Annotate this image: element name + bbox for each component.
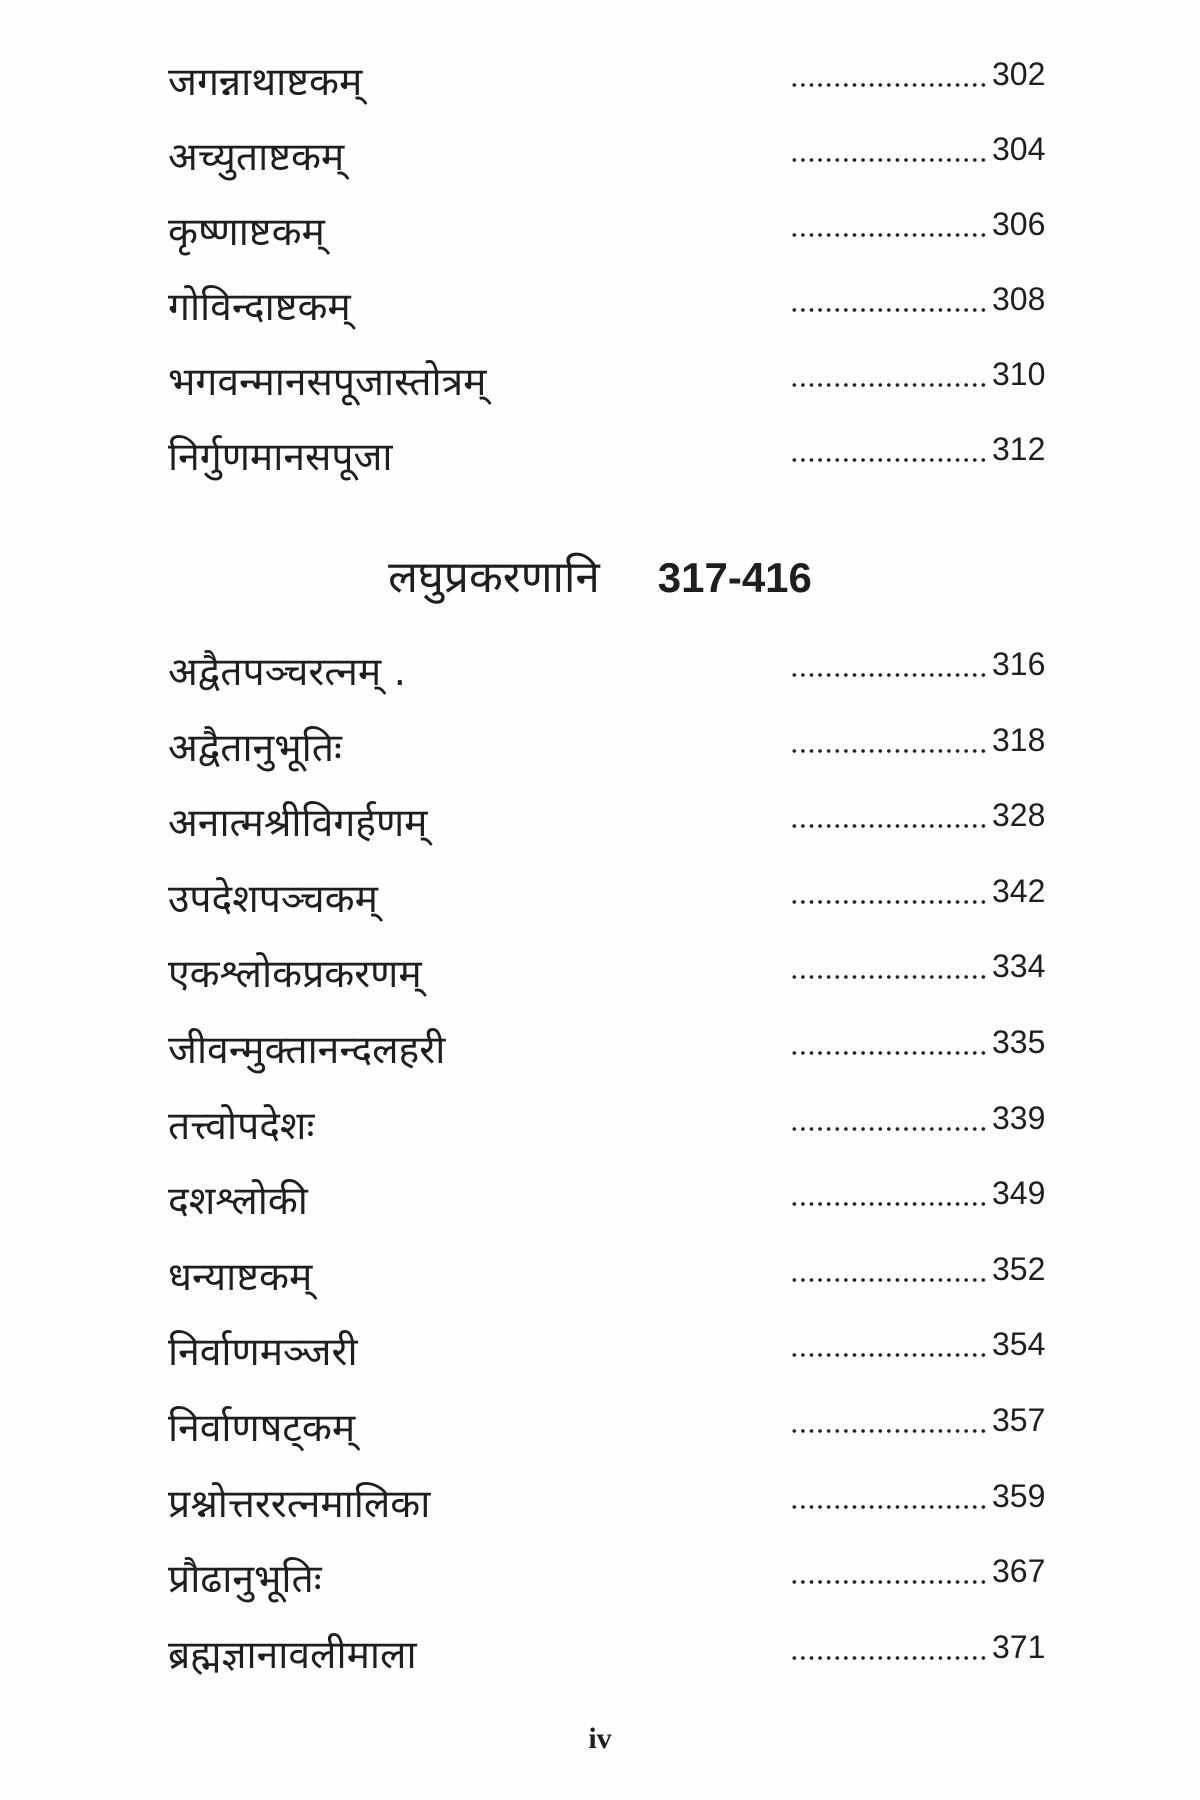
toc-entry	[168, 275, 1068, 350]
toc-entry-title: अद्वैतपञ्चरत्नम् .	[168, 650, 407, 695]
toc-entry-page: 357	[992, 1401, 1046, 1438]
section-heading	[0, 548, 1200, 608]
toc-entry-title: निर्गुणमानसपूजा	[168, 435, 393, 480]
toc-entry	[168, 791, 1068, 867]
toc-leader-dots	[790, 899, 990, 905]
toc-leader-dots	[790, 974, 990, 980]
toc-leader-dots	[790, 1504, 990, 1510]
toc-entry-title: भगवन्मानसपूजास्तोत्रम्	[168, 360, 487, 405]
toc-entry	[168, 1018, 1068, 1094]
toc-leader-dots	[790, 1201, 990, 1207]
toc-entry	[168, 867, 1068, 943]
toc-leader-dots	[790, 1352, 990, 1358]
toc-entry	[168, 1320, 1068, 1396]
toc-entry	[168, 640, 1068, 716]
toc-entry-title: एकश्लोकप्रकरणम्	[168, 952, 422, 998]
toc-entry-page: 335	[992, 1023, 1046, 1060]
toc-entry	[168, 425, 1068, 500]
toc-entry-title: कृष्णाष्टकम्	[168, 210, 325, 255]
toc-leader-dots	[790, 823, 990, 829]
toc-entry-page: 334	[992, 948, 1046, 985]
toc-entry-page: 328	[992, 797, 1046, 834]
toc-entry	[168, 50, 1068, 125]
toc-entry	[168, 942, 1068, 1018]
toc-entry-title: अद्वैतानुभूतिः	[168, 725, 342, 771]
page-folio-number: iv	[588, 1722, 612, 1755]
toc-entry-page: 304	[992, 131, 1046, 167]
section-page-range: 317-416	[657, 554, 812, 601]
toc-leader-dots	[790, 1579, 990, 1585]
toc-leader-dots	[790, 457, 990, 463]
toc-entry-title: प्रश्नोत्तररत्नमालिका	[168, 1481, 431, 1527]
toc-leader-dots	[790, 232, 990, 238]
toc-leader-dots	[790, 1126, 990, 1132]
toc-entry-title: गोविन्दाष्टकम्	[168, 285, 351, 330]
toc-entry-title: जगन्नाथाष्टकम्	[168, 60, 363, 105]
toc-entry-title: अच्युताष्टकम्	[168, 135, 345, 180]
toc-entry-title: निर्वाणषट्कम्	[168, 1405, 356, 1451]
toc-entry	[168, 1245, 1068, 1321]
toc-entry-page: 359	[992, 1477, 1046, 1514]
toc-entry	[168, 350, 1068, 425]
toc-leader-dots	[790, 82, 990, 88]
toc-list-laghu-prakaranani	[168, 640, 1068, 1698]
toc-entry-title: ब्रह्मज्ञानावलीमाला	[168, 1632, 417, 1678]
toc-entry	[168, 125, 1068, 200]
toc-list-stotras	[168, 50, 1068, 500]
toc-entry	[168, 1472, 1068, 1548]
toc-entry-page: 312	[992, 431, 1046, 467]
toc-entry-page: 302	[992, 56, 1046, 92]
toc-entry-page: 354	[992, 1326, 1046, 1363]
toc-entry-title: दशश्लोकी	[168, 1179, 308, 1225]
toc-entry-title: जीवन्मुक्तानन्दलहरी	[168, 1027, 446, 1073]
toc-entry-page: 316	[992, 646, 1046, 682]
toc-entry-title: उपदेशपञ्चकम्	[168, 876, 378, 922]
toc-entry-title: प्रौढानुभूतिः	[168, 1557, 322, 1603]
toc-entry	[168, 1623, 1068, 1699]
toc-entry	[168, 1396, 1068, 1472]
toc-entry-title: अनात्मश्रीविगर्हणम्	[168, 801, 428, 847]
toc-leader-dots	[790, 382, 990, 388]
toc-entry-page: 367	[992, 1553, 1046, 1590]
toc-entry	[168, 200, 1068, 275]
toc-entry-page: 352	[992, 1250, 1046, 1287]
toc-entry	[168, 1169, 1068, 1245]
toc-leader-dots	[790, 672, 990, 678]
toc-entry-page: 349	[992, 1175, 1046, 1212]
toc-leader-dots	[790, 1050, 990, 1056]
toc-leader-dots	[790, 157, 990, 163]
toc-entry-page: 310	[992, 356, 1046, 392]
toc-entry-page: 342	[992, 872, 1046, 909]
toc-entry-page: 318	[992, 721, 1046, 758]
toc-entry-page: 371	[992, 1628, 1046, 1665]
toc-entry-title: धन्याष्टकम्	[168, 1254, 313, 1300]
toc-leader-dots	[790, 307, 990, 313]
toc-entry-page: 339	[992, 1099, 1046, 1136]
toc-entry-page: 308	[992, 281, 1046, 317]
toc-entry-title: निर्वाणमञ्जरी	[168, 1330, 358, 1376]
toc-leader-dots	[790, 1655, 990, 1661]
toc-entry	[168, 1547, 1068, 1623]
toc-entry	[168, 1094, 1068, 1170]
toc-leader-dots	[790, 748, 990, 754]
section-title: लघुप्रकरणानि	[388, 552, 600, 603]
toc-leader-dots	[790, 1277, 990, 1283]
toc-entry-page: 306	[992, 206, 1046, 242]
toc-leader-dots	[790, 1428, 990, 1434]
toc-entry	[168, 716, 1068, 792]
toc-entry-title: तत्त्वोपदेशः	[168, 1103, 315, 1149]
